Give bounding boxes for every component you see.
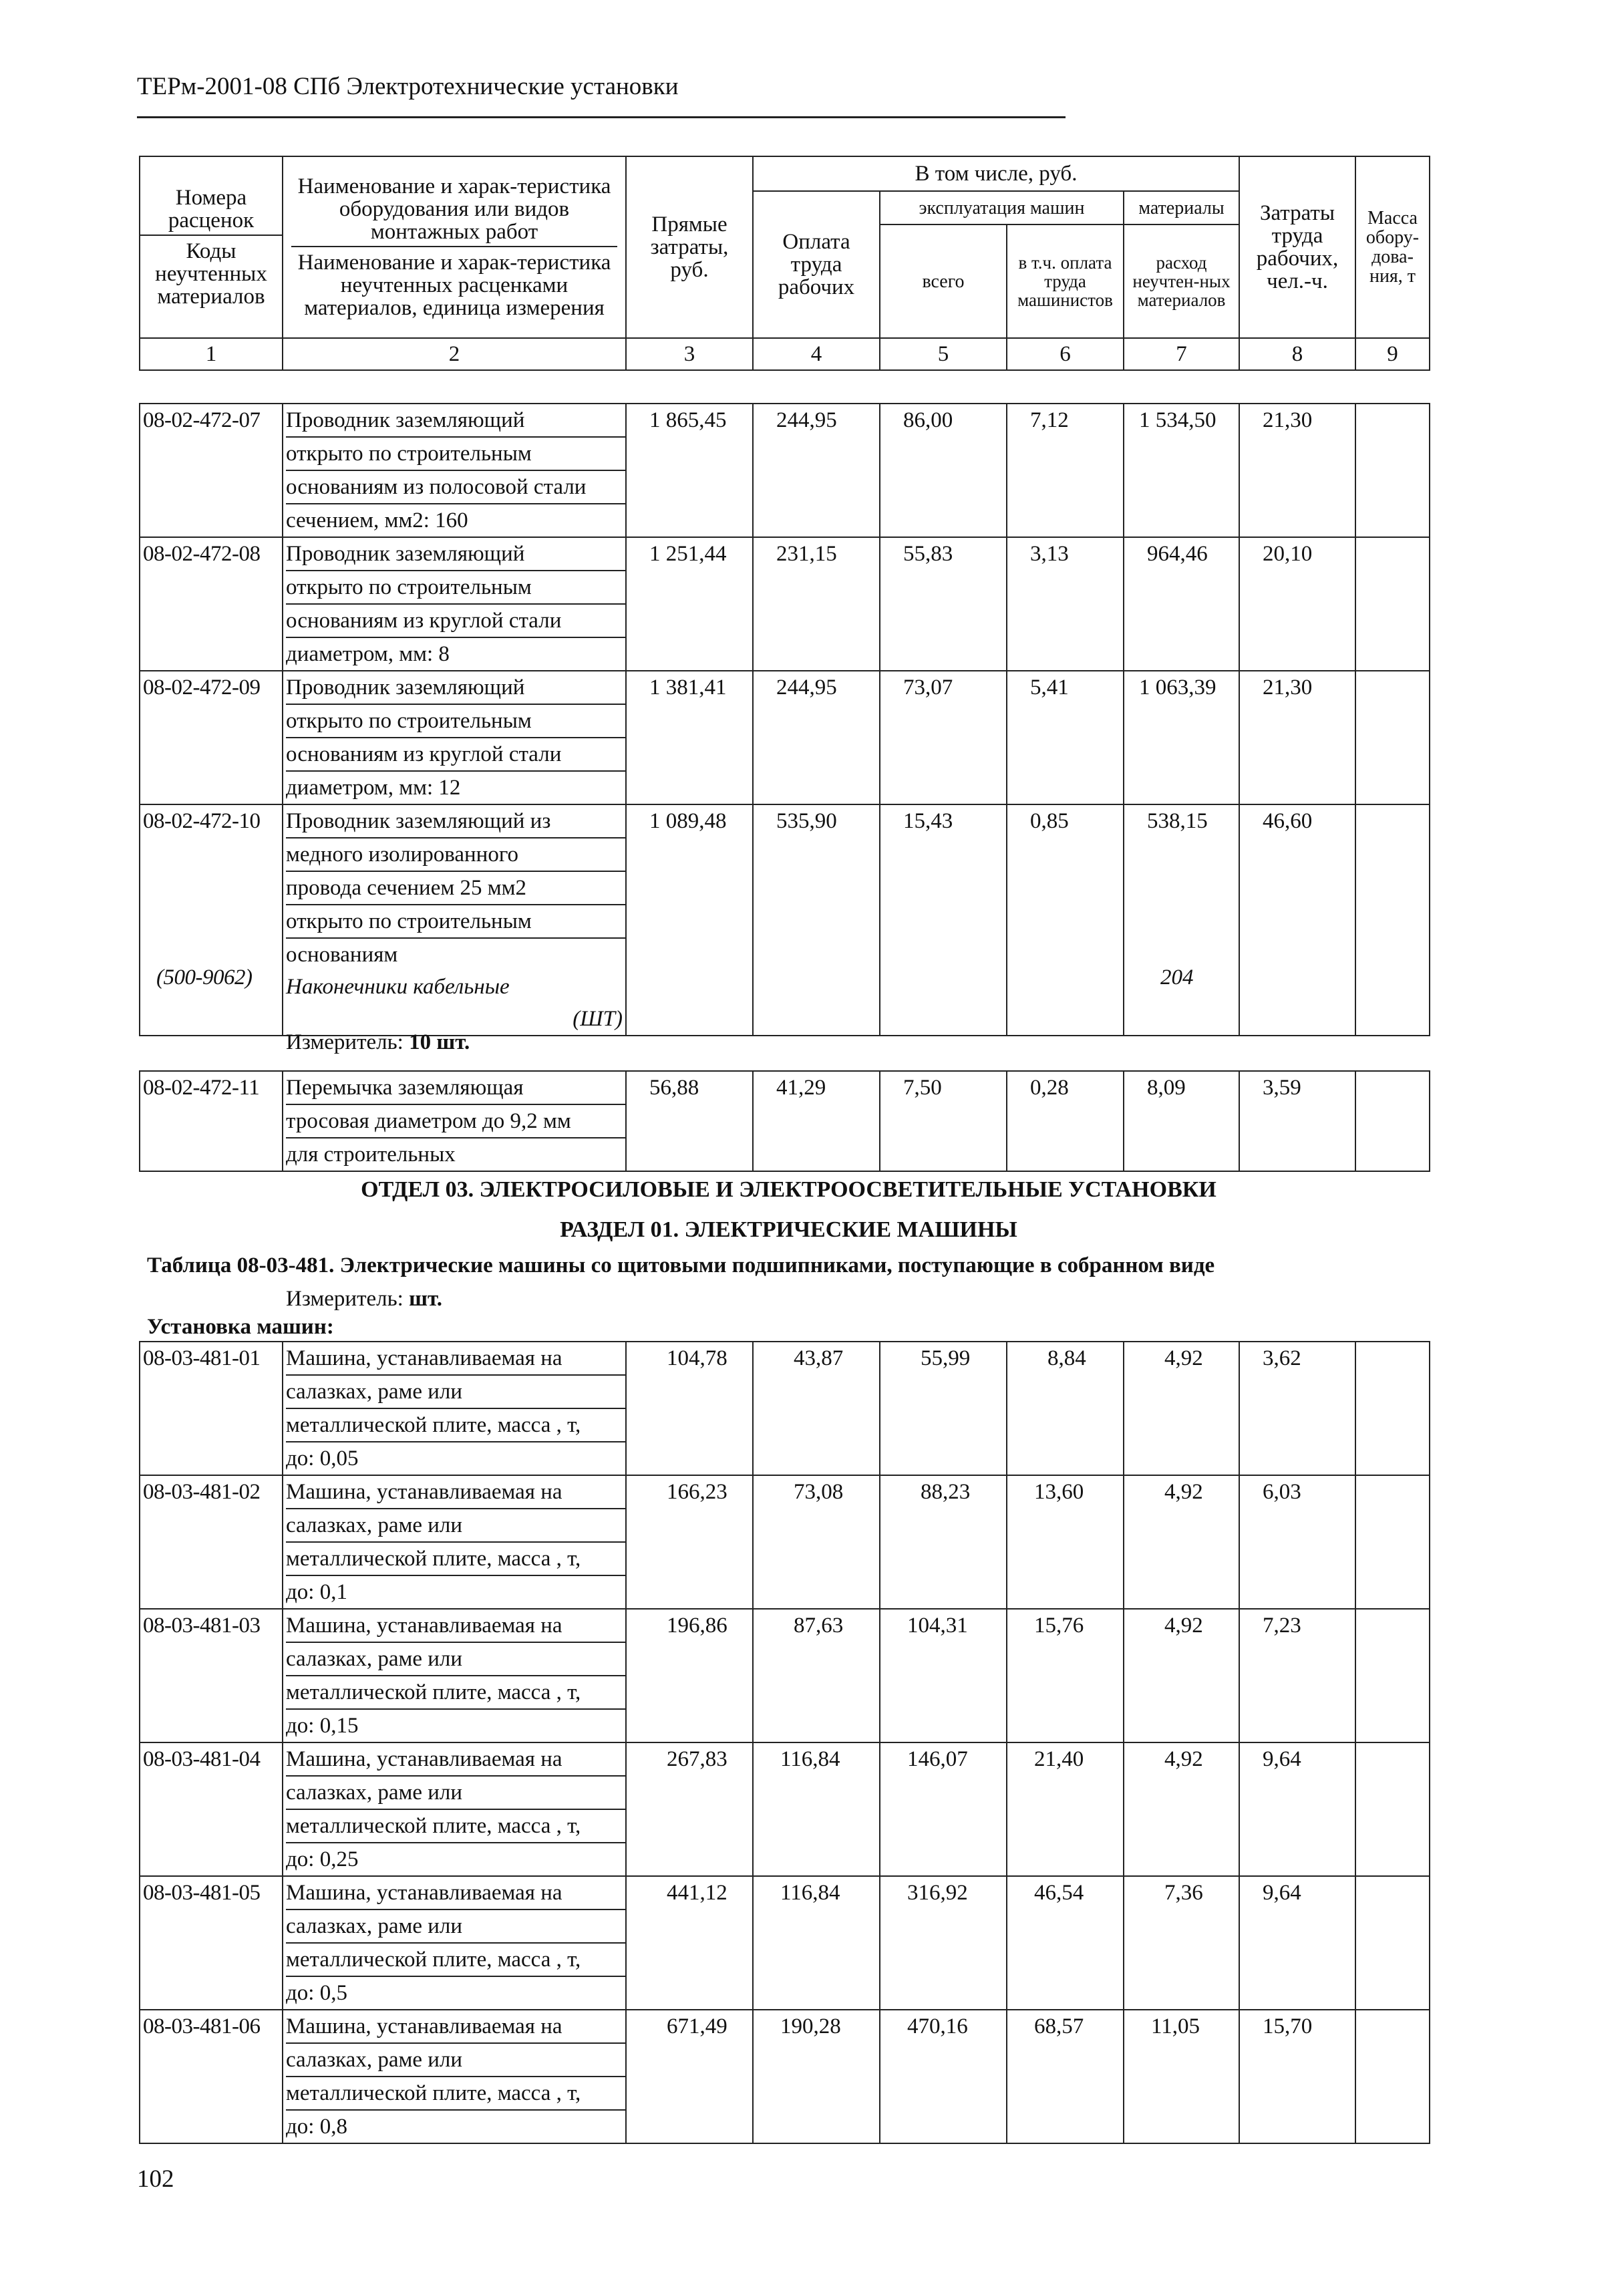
- rate-name: [283, 1742, 626, 1876]
- mass-cell: [1355, 537, 1430, 671]
- operators-cost: 3,13: [1007, 537, 1124, 671]
- rate-name-line: диаметром, мм: 12: [286, 776, 461, 800]
- materials-cost: 4,92: [1124, 1609, 1239, 1742]
- table-caption: Таблица 08-03-481. Электрические машины со щитовыми подшипниками, поступающие в собранном виде: [147, 1253, 1215, 1277]
- rate-name-line: салазках, раме или: [286, 1643, 625, 1676]
- rate-name-line: сечением, мм2: 160: [286, 508, 468, 532]
- mass-cell: [1355, 1071, 1430, 1171]
- rate-code: 08-03-481-01: [140, 1342, 283, 1475]
- rate-name-line: Перемычка заземляющая: [286, 1072, 625, 1105]
- machines-cost: 15,43: [880, 804, 1007, 1036]
- materials-cost: 4,92: [1124, 1475, 1239, 1609]
- measure-label: Измеритель:: [286, 1030, 403, 1054]
- col6-header: в т.ч. оплата труда машинистов: [1007, 224, 1124, 338]
- rate-name-line: до: 0,5: [286, 1981, 347, 2005]
- column-header-table: [139, 156, 1430, 371]
- materials-cost: 11,05: [1124, 2010, 1239, 2143]
- operators-cost: 7,12: [1007, 404, 1124, 537]
- direct-cost: 1 381,41: [626, 671, 753, 804]
- rate-name-line: металлической плите, масса , т,: [286, 1810, 625, 1843]
- operators-cost: 13,60: [1007, 1475, 1124, 1609]
- rate-code: 08-02-472-11: [140, 1071, 283, 1171]
- rate-name-line: салазках, раме или: [286, 1777, 625, 1810]
- materials-cost: 964,46: [1124, 537, 1239, 671]
- operators-cost: 5,41: [1007, 671, 1124, 804]
- direct-cost: 1 865,45: [626, 404, 753, 537]
- rate-name: [283, 2010, 626, 2143]
- machines-cost: 55,99: [880, 1342, 1007, 1475]
- rate-name-line: Машина, устанавливаемая на: [286, 1877, 625, 1910]
- rate-code-value: 08-02-472-10: [143, 809, 261, 833]
- rate-name-line: Машина, устанавливаемая на: [286, 1610, 625, 1643]
- col-number: 2: [283, 338, 626, 370]
- machines-cost: 86,00: [880, 404, 1007, 537]
- labor-cost: 116,84: [753, 1742, 880, 1876]
- unaccounted-qty: 204: [1160, 965, 1194, 989]
- rate-name-line: для строительных: [286, 1142, 456, 1167]
- labor-hours: 21,30: [1239, 404, 1355, 537]
- labor-hours: 9,64: [1239, 1876, 1355, 2010]
- labor-cost: 535,90: [753, 804, 880, 1036]
- rate-name-line: до: 0,05: [286, 1446, 359, 1471]
- direct-cost: 1 251,44: [626, 537, 753, 671]
- col8-header: Затраты труда рабочих, чел.-ч.: [1239, 156, 1355, 338]
- unaccounted-name: Наконечники кабельные: [286, 975, 510, 999]
- col2-header: [283, 156, 626, 338]
- labor-cost: 231,15: [753, 537, 880, 671]
- rate-name-line: основаниям из круглой стали: [286, 738, 625, 772]
- col-number: 8: [1239, 338, 1355, 370]
- col1-header-top: Номера расценок: [140, 186, 282, 236]
- rate-name-line: медного изолированного: [286, 838, 625, 872]
- col3-header: Прямые затраты, руб.: [626, 156, 753, 338]
- rate-code: 08-03-481-04: [140, 1742, 283, 1876]
- rate-code: 08-03-481-03: [140, 1609, 283, 1742]
- rate-name: [283, 671, 626, 804]
- rate-name-line: Проводник заземляющий из: [286, 805, 625, 838]
- direct-cost: 267,83: [626, 1742, 753, 1876]
- machines-cost: 146,07: [880, 1742, 1007, 1876]
- rate-code: 08-02-472-09: [140, 671, 283, 804]
- rate-name-line: основаниям: [286, 943, 398, 967]
- rate-name-line: открыто по строительным: [286, 705, 625, 738]
- measure-label: Измеритель:: [286, 1287, 403, 1311]
- measure-value: шт.: [409, 1287, 442, 1311]
- operators-cost: 21,40: [1007, 1742, 1124, 1876]
- rate-name: [283, 1071, 626, 1171]
- rate-name-line: Машина, устанавливаемая на: [286, 1476, 625, 1509]
- labor-cost: 73,08: [753, 1475, 880, 1609]
- mass-cell: [1355, 1876, 1430, 2010]
- table-row: [140, 2010, 1430, 2143]
- measure-line-1: [286, 1030, 470, 1055]
- materials-cost: 4,92: [1124, 1342, 1239, 1475]
- labor-cost: 41,29: [753, 1071, 880, 1171]
- rate-code: 08-03-481-05: [140, 1876, 283, 2010]
- direct-cost: 56,88: [626, 1071, 753, 1171]
- measure-value: 10 шт.: [409, 1030, 470, 1054]
- machines-cost: 73,07: [880, 671, 1007, 804]
- rate-name-line: салазках, раме или: [286, 2044, 625, 2077]
- labor-hours: 21,30: [1239, 671, 1355, 804]
- col1-header: [140, 156, 283, 338]
- header-rule: [137, 116, 1066, 118]
- rate-code: 08-03-481-02: [140, 1475, 283, 1609]
- rate-name: [283, 1876, 626, 2010]
- machines-cost: 55,83: [880, 537, 1007, 671]
- operators-cost: 0,28: [1007, 1071, 1124, 1171]
- rate-name: [283, 537, 626, 671]
- rate-name-line: салазках, раме или: [286, 1910, 625, 1944]
- section-title: РАЗДЕЛ 01. ЭЛЕКТРИЧЕСКИЕ МАШИНЫ: [560, 1217, 1017, 1242]
- rate-code: 08-03-481-06: [140, 2010, 283, 2143]
- rate-name-line: металлической плите, масса , т,: [286, 1944, 625, 1977]
- table-row: [140, 1609, 1430, 1742]
- mass-cell: [1355, 404, 1430, 537]
- measure-line-2: [286, 1287, 442, 1312]
- rate-name-line: до: 0,25: [286, 1847, 359, 1871]
- rate-name-line: Машина, устанавливаемая на: [286, 1342, 625, 1376]
- rate-name-line: до: 0,8: [286, 2115, 347, 2139]
- unaccounted-code: (500-9062): [156, 965, 253, 989]
- rate-name: [283, 404, 626, 537]
- labor-cost: 244,95: [753, 671, 880, 804]
- rates-table-3: [139, 1341, 1430, 2144]
- page-number: 102: [137, 2165, 174, 2193]
- column-numbers-row: [140, 338, 1430, 370]
- rate-name-line: металлической плите, масса , т,: [286, 1409, 625, 1442]
- rate-name-line: основаниям из полосовой стали: [286, 471, 625, 504]
- materials-cost: [1124, 804, 1239, 1036]
- mass-cell: [1355, 1742, 1430, 1876]
- department-title: ОТДЕЛ 03. ЭЛЕКТРОСИЛОВЫЕ И ЭЛЕКТРООСВЕТИТЕЛЬНЫЕ УСТАНОВКИ: [361, 1177, 1216, 1202]
- rate-name-line: провода сечением 25 мм2: [286, 872, 625, 905]
- group-header: В том числе, руб.: [753, 156, 1239, 191]
- col-number: 5: [880, 338, 1007, 370]
- rate-name-line: до: 0,15: [286, 1714, 359, 1738]
- labor-hours: 3,62: [1239, 1342, 1355, 1475]
- rate-name-line: Проводник заземляющий: [286, 671, 625, 705]
- materials-cost-value: 538,15: [1147, 809, 1208, 833]
- table-row: [140, 404, 1430, 537]
- rate-name-line: металлической плите, масса , т,: [286, 1676, 625, 1710]
- rate-name-line: металлической плите, масса , т,: [286, 1543, 625, 1576]
- direct-cost: 671,49: [626, 2010, 753, 2143]
- operators-cost: 46,54: [1007, 1876, 1124, 2010]
- page-header: ТЕРм-2001-08 СПб Электротехнические установки: [137, 73, 679, 100]
- machines-cost: 7,50: [880, 1071, 1007, 1171]
- labor-hours: 46,60: [1239, 804, 1355, 1036]
- mass-cell: [1355, 1342, 1430, 1475]
- operators-cost: 8,84: [1007, 1342, 1124, 1475]
- table-row: [140, 1475, 1430, 1609]
- rate-name-line: Машина, устанавливаемая на: [286, 1743, 625, 1777]
- table-row: [140, 537, 1430, 671]
- table-row: [140, 804, 1430, 1036]
- mass-cell: [1355, 804, 1430, 1036]
- col7-header: расход неучтен-ных материалов: [1124, 224, 1239, 338]
- materials-cost: 1 534,50: [1124, 404, 1239, 537]
- materials-cost: 1 063,39: [1124, 671, 1239, 804]
- direct-cost: 441,12: [626, 1876, 753, 2010]
- rate-name-line: открыто по строительным: [286, 571, 625, 605]
- materials-cost: 8,09: [1124, 1071, 1239, 1171]
- mass-cell: [1355, 671, 1430, 804]
- mass-cell: [1355, 1475, 1430, 1609]
- labor-hours: 6,03: [1239, 1475, 1355, 1609]
- col4-header: Оплата труда рабочих: [753, 191, 880, 338]
- direct-cost: 104,78: [626, 1342, 753, 1475]
- rate-name-line: Проводник заземляющий: [286, 538, 625, 571]
- direct-cost: 166,23: [626, 1475, 753, 1609]
- labor-cost: 190,28: [753, 2010, 880, 2143]
- col1-header-bottom: Коды неучтенных материалов: [155, 239, 267, 309]
- col-number: 9: [1355, 338, 1430, 370]
- col-number: 3: [626, 338, 753, 370]
- machines-cost: 470,16: [880, 2010, 1007, 2143]
- col2-header-bottom: Наименование и харак-теристика неучтенных расценками материалов, единица измерения: [297, 251, 611, 320]
- rate-name-line: диаметром, мм: 8: [286, 642, 450, 666]
- materials-cost: 4,92: [1124, 1742, 1239, 1876]
- rate-name: [283, 804, 626, 1036]
- col9-header: Масса обору-дова-ния, т: [1355, 156, 1430, 338]
- labor-hours: 9,64: [1239, 1742, 1355, 1876]
- rate-code: 08-02-472-07: [140, 404, 283, 537]
- labor-hours: 20,10: [1239, 537, 1355, 671]
- table-row: [140, 1742, 1430, 1876]
- rate-name-line: салазках, раме или: [286, 1376, 625, 1409]
- rate-name-line: основаниям из круглой стали: [286, 605, 625, 638]
- mass-cell: [1355, 2010, 1430, 2143]
- labor-cost: 87,63: [753, 1609, 880, 1742]
- rate-name-line: салазках, раме или: [286, 1509, 625, 1543]
- operators-cost: 68,57: [1007, 2010, 1124, 2143]
- col2-header-top: Наименование и харак-теристика оборудования или видов монтажных работ: [291, 175, 617, 247]
- col-number: 6: [1007, 338, 1124, 370]
- materials-cost: 7,36: [1124, 1876, 1239, 2010]
- rates-table-1: [139, 403, 1430, 1036]
- rate-code: 08-02-472-08: [140, 537, 283, 671]
- labor-cost: 43,87: [753, 1342, 880, 1475]
- install-label: Установка машин:: [147, 1315, 334, 1339]
- table-row: [140, 1071, 1430, 1171]
- rate-name-line: Проводник заземляющий: [286, 404, 625, 438]
- table-row: [140, 1876, 1430, 2010]
- col-number: 1: [140, 338, 283, 370]
- machines-cost: 104,31: [880, 1609, 1007, 1742]
- rate-name-line: открыто по строительным: [286, 905, 625, 939]
- table-row: [140, 671, 1430, 804]
- mass-cell: [1355, 1609, 1430, 1742]
- rate-name-line: тросовая диаметром до 9,2 мм: [286, 1105, 625, 1138]
- labor-hours: 7,23: [1239, 1609, 1355, 1742]
- rate-name: [283, 1342, 626, 1475]
- machines-cost: 88,23: [880, 1475, 1007, 1609]
- rate-name: [283, 1609, 626, 1742]
- rate-name-line: металлической плите, масса , т,: [286, 2077, 625, 2111]
- unaccounted-unit: (ШТ): [573, 1007, 623, 1031]
- machines-cost: 316,92: [880, 1876, 1007, 2010]
- rates-table-2: [139, 1070, 1430, 1172]
- labor-hours: 15,70: [1239, 2010, 1355, 2143]
- machines-header: эксплуатация машин: [880, 191, 1124, 224]
- table-row: [140, 1342, 1430, 1475]
- col-number: 4: [753, 338, 880, 370]
- col5-header: всего: [880, 224, 1007, 338]
- direct-cost: 1 089,48: [626, 804, 753, 1036]
- operators-cost: 15,76: [1007, 1609, 1124, 1742]
- direct-cost: 196,86: [626, 1609, 753, 1742]
- materials-header: материалы: [1124, 191, 1239, 224]
- rate-name-line: Машина, устанавливаемая на: [286, 2010, 625, 2044]
- labor-hours: 3,59: [1239, 1071, 1355, 1171]
- rate-name: [283, 1475, 626, 1609]
- operators-cost: 0,85: [1007, 804, 1124, 1036]
- rate-name-line: до: 0,1: [286, 1580, 347, 1604]
- rate-code: [140, 804, 283, 1036]
- labor-cost: 244,95: [753, 404, 880, 537]
- labor-cost: 116,84: [753, 1876, 880, 2010]
- col-number: 7: [1124, 338, 1239, 370]
- rate-name-line: открыто по строительным: [286, 438, 625, 471]
